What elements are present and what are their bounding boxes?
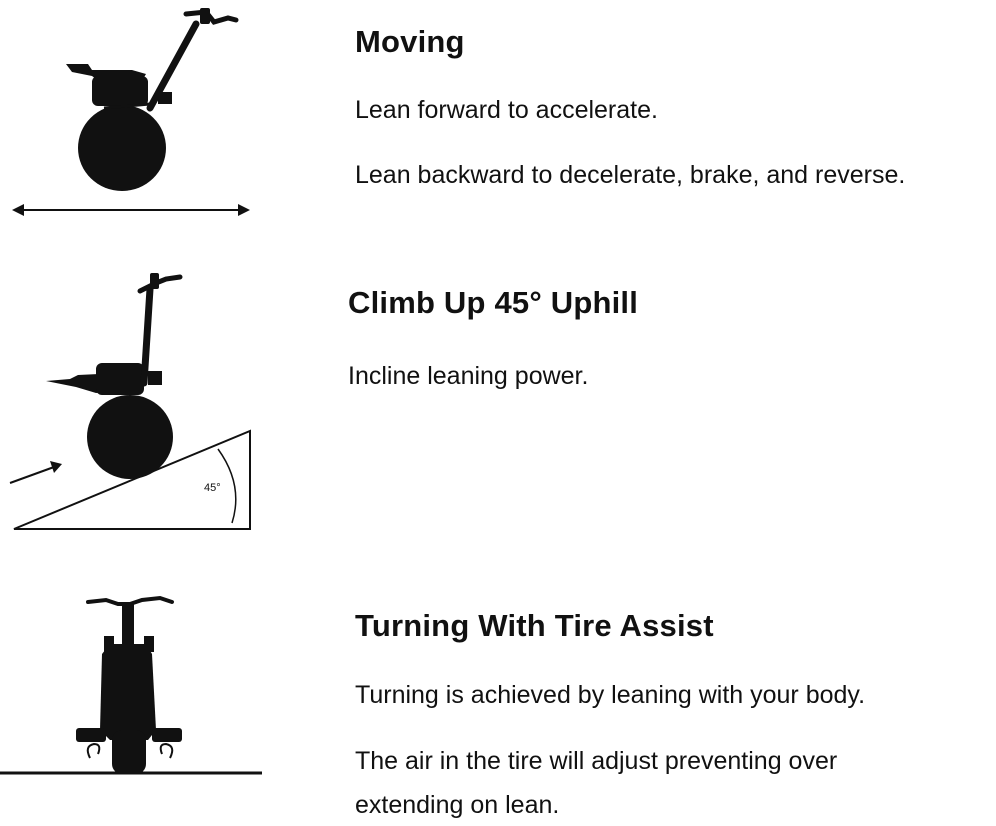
arrow-icon	[10, 461, 62, 483]
angle-label: 45°	[204, 482, 221, 494]
section-heading: Climb Up 45° Uphill	[348, 285, 639, 320]
section-turning	[0, 580, 996, 826]
description-line: Lean backward to decelerate, brake, and reverse.	[355, 161, 906, 189]
unicycle-climbing-icon	[46, 273, 180, 479]
double-arrow-icon	[12, 204, 250, 216]
moving-text	[355, 24, 905, 190]
description-line: Turning is achieved by leaning with your body.	[355, 681, 866, 709]
section-heading: Moving	[355, 24, 465, 59]
section-moving	[0, 0, 996, 240]
climb-illustration	[0, 255, 280, 540]
section-climb	[0, 255, 996, 545]
unicycle-front-icon	[76, 598, 182, 774]
description-line: extending on lean.	[355, 791, 560, 819]
moving-illustration	[0, 0, 280, 230]
turning-illustration	[0, 580, 280, 790]
description-line: Incline leaning power.	[348, 362, 589, 390]
description-line: Lean forward to accelerate.	[355, 96, 658, 124]
description-line: The air in the tire will adjust preventing over	[355, 747, 838, 775]
climb-text	[348, 285, 638, 391]
turning-text	[355, 608, 865, 820]
unicycle-side-icon	[66, 8, 236, 191]
section-heading: Turning With Tire Assist	[355, 608, 714, 643]
